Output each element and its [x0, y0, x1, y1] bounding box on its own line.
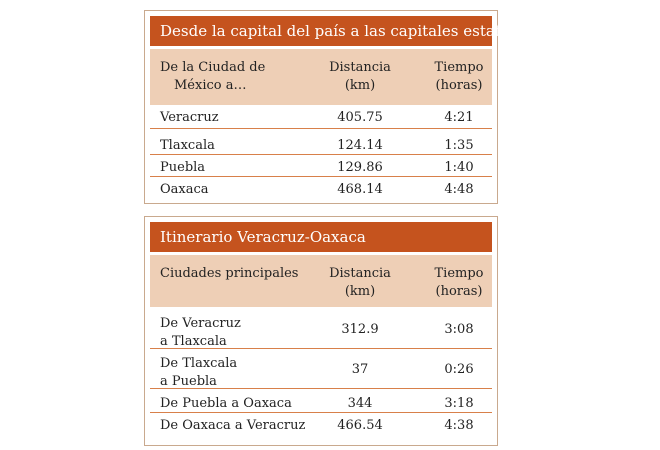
table-row: [150, 395, 492, 417]
row-time: 3:08: [444, 322, 474, 337]
row-destination: Oaxaca: [160, 182, 209, 197]
table-row: [150, 417, 492, 439]
row-distance: 124.14: [337, 138, 383, 153]
row-destination: Tlaxcala: [160, 138, 215, 153]
table-itinerary: [144, 216, 498, 446]
row-divider: [150, 176, 492, 177]
table-row: [150, 355, 492, 395]
row-time: 0:26: [444, 362, 474, 377]
row-distance: 468.14: [337, 182, 383, 197]
header-time: Tiempo (horas): [434, 266, 484, 299]
table-capital-to-states: [144, 10, 532, 204]
row-route: De Veracruz a Tlaxcala: [160, 316, 241, 349]
row-distance: 129.86: [337, 160, 383, 175]
header-time: Tiempo (horas): [434, 60, 484, 93]
row-route: De Tlaxcala a Puebla: [160, 356, 238, 389]
table-title: Desde la capital del país a las capitales estatales: [150, 16, 492, 46]
row-route: De Puebla a Oaxaca: [160, 396, 292, 411]
row-distance: 466.54: [337, 418, 383, 433]
row-destination: Puebla: [160, 160, 206, 175]
row-divider: [150, 348, 492, 349]
row-time: 4:21: [444, 110, 474, 125]
table-title: Itinerario Veracruz-Oaxaca: [150, 222, 492, 252]
row-distance: 405.75: [337, 110, 383, 125]
table-row: [150, 181, 492, 203]
row-distance: 37: [351, 362, 369, 377]
header-distance: Distancia (km): [329, 266, 391, 299]
table-row: [150, 159, 492, 181]
row-time: 1:35: [444, 138, 474, 153]
row-divider: [150, 412, 492, 413]
row-divider: [150, 388, 492, 389]
row-destination: Veracruz: [160, 110, 219, 125]
row-time: 4:48: [444, 182, 474, 197]
row-distance: 344: [347, 396, 373, 411]
row-divider: [150, 128, 492, 129]
row-distance: 312.9: [341, 322, 379, 337]
row-time: 3:18: [444, 396, 474, 411]
table-row: [150, 137, 492, 159]
row-divider: [150, 154, 492, 155]
table-header-row: [150, 49, 492, 105]
row-route: De Oaxaca a Veracruz: [160, 418, 306, 433]
table-row: [150, 315, 492, 355]
header-distance: Distancia (km): [329, 60, 391, 93]
header-cities: Ciudades principales: [160, 266, 299, 281]
table-header-row: [150, 255, 492, 307]
row-time: 1:40: [444, 160, 474, 175]
header-destination: De la Ciudad de México a…: [160, 60, 266, 93]
row-time: 4:38: [444, 418, 474, 433]
